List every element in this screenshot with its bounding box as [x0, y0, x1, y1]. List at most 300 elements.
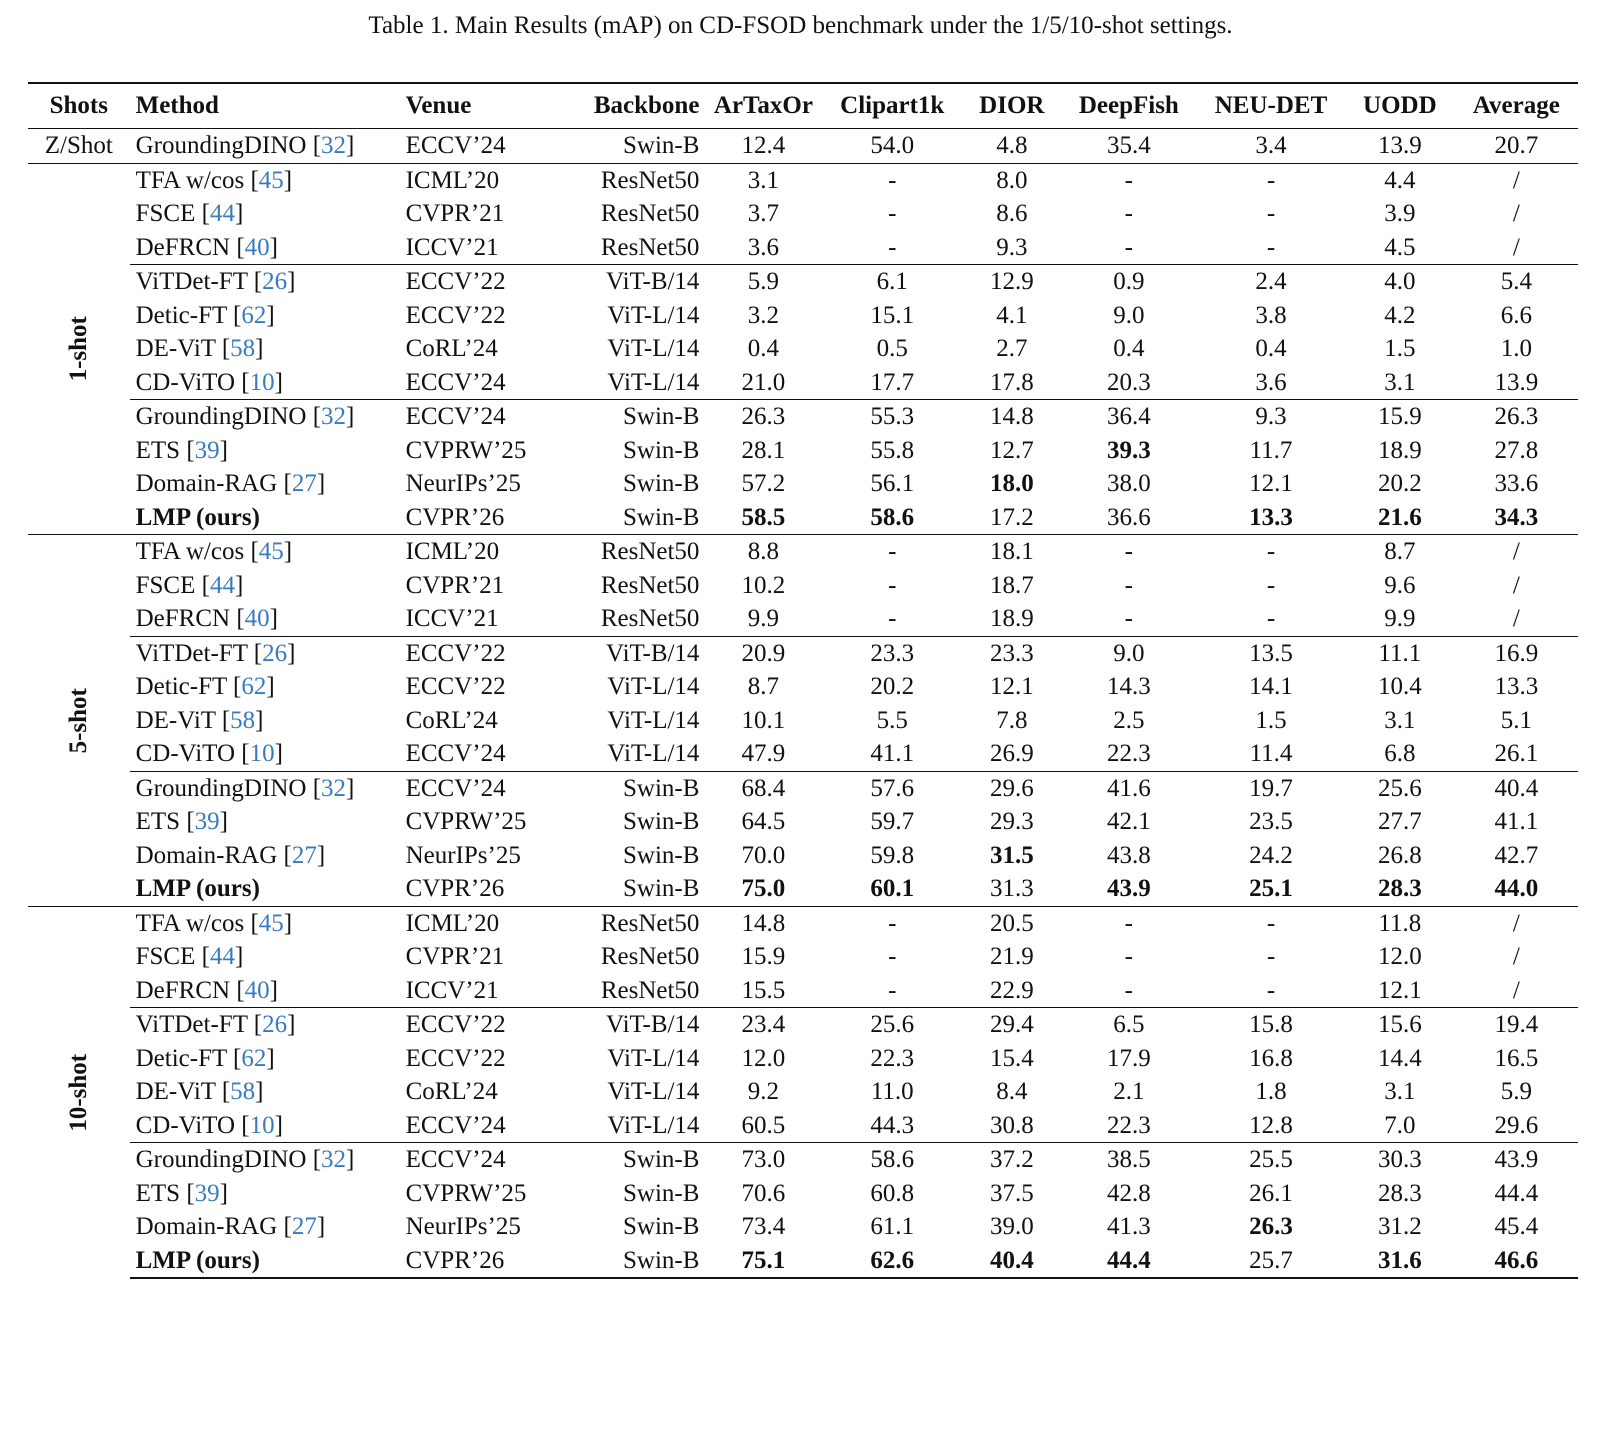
header-neu-det: NEU-DET — [1197, 83, 1345, 129]
method-name: ViTDet-FT — [135, 1011, 248, 1038]
value-cell: 14.4 — [1377, 1044, 1422, 1072]
method-name: TFA w/cos — [135, 538, 245, 565]
table-row — [28, 332, 1578, 366]
value-cell: 15.5 — [741, 976, 786, 1004]
venue-cell: ICML’20 — [400, 535, 559, 569]
value-cell: 18.0 — [989, 470, 1034, 497]
value-cell: 0.5 — [876, 335, 908, 362]
citation-link[interactable]: 44 — [209, 943, 235, 970]
value-cell: - — [1124, 976, 1133, 1004]
backbone-cell: ViT-L/14 — [607, 740, 700, 767]
value-cell: 5.9 — [1500, 1078, 1532, 1105]
venue-cell: ECCV’24 — [405, 740, 506, 767]
value-cell: 0.4 — [1113, 335, 1145, 362]
citation-link[interactable]: 62 — [241, 301, 267, 329]
citation-link[interactable]: 10 — [249, 740, 275, 767]
value-cell: / — [1455, 906, 1578, 940]
value-cell: 18.9 — [989, 605, 1034, 632]
method-cell: Domain-RAG [27] — [135, 470, 326, 497]
backbone-cell: ResNet50 — [600, 943, 700, 970]
value-cell: 5.4 — [1455, 265, 1578, 299]
header-average: Average — [1455, 83, 1578, 129]
value-cell: 5.1 — [1500, 706, 1532, 734]
value-cell: 20.2 — [870, 673, 915, 700]
method-cell: CD-ViTO [10] — [135, 1111, 283, 1139]
method-cell: Detic-FT [62] — [135, 301, 275, 329]
backbone-cell: Swin-B — [559, 771, 706, 805]
value-cell: 60.5 — [741, 1111, 786, 1139]
method-cell: TFA w/cos [45] — [130, 163, 400, 197]
value-cell: 1.5 — [1255, 706, 1287, 734]
value-cell: 31.2 — [1377, 1213, 1422, 1240]
value-cell: - — [1124, 200, 1133, 227]
value-cell: 15.8 — [1197, 1008, 1345, 1042]
method-name: GroundingDINO — [135, 403, 307, 430]
citation-link[interactable]: 39 — [194, 436, 220, 464]
table-row — [28, 163, 1578, 197]
venue-cell: ICML’20 — [400, 163, 559, 197]
value-cell: 2.1 — [1113, 1078, 1145, 1105]
citation-link[interactable]: 58 — [230, 335, 256, 362]
citation-link[interactable]: 32 — [321, 774, 347, 802]
method-name: CD-ViTO — [135, 368, 236, 396]
table-row — [28, 129, 1578, 164]
value-cell: 26.3 — [705, 400, 821, 434]
value-cell: 22.3 — [1106, 740, 1151, 767]
value-cell: 23.3 — [963, 636, 1061, 670]
value-cell: 62.6 — [821, 1244, 963, 1279]
table-row — [28, 1042, 1578, 1076]
method-cell: CD-ViTO [10] — [135, 368, 283, 396]
value-cell: 26.9 — [989, 740, 1034, 767]
method-name: CD-ViTO — [135, 740, 236, 767]
venue-cell: ICCV’21 — [405, 233, 499, 261]
value-cell: 3.4 — [1255, 132, 1287, 159]
method-name: FSCE — [135, 571, 196, 599]
results-table — [28, 82, 1578, 1279]
venue-cell: NeurIPs’25 — [405, 1213, 521, 1240]
header-uodd: UODD — [1345, 83, 1455, 129]
value-cell: 37.2 — [963, 1143, 1061, 1177]
backbone-cell: ResNet50 — [600, 605, 700, 632]
method-cell — [130, 872, 400, 906]
value-cell: 41.3 — [1106, 1213, 1151, 1240]
backbone-cell: Swin-B — [623, 841, 700, 869]
method-cell: ViTDet-FT [26] — [130, 1008, 400, 1042]
value-cell: 20.7 — [1494, 132, 1539, 159]
backbone-cell: Swin-B — [623, 503, 700, 531]
value-cell: - — [1266, 233, 1276, 261]
value-cell: 9.6 — [1384, 571, 1416, 599]
venue-cell: ECCV’24 — [405, 368, 506, 396]
value-cell: 73.0 — [705, 1143, 821, 1177]
backbone-cell: ResNet50 — [600, 976, 700, 1004]
table-row — [28, 400, 1578, 434]
value-cell: - — [888, 943, 897, 970]
value-cell: 4.8 — [996, 132, 1028, 159]
value-cell: 59.7 — [870, 808, 915, 835]
venue-cell: ECCV’22 — [400, 636, 559, 670]
value-cell: 4.5 — [1384, 233, 1416, 261]
value-cell: 42.1 — [1106, 808, 1151, 835]
citation-link[interactable]: 45 — [258, 166, 284, 194]
table-row — [28, 535, 1578, 569]
method-name: DE-ViT — [135, 335, 216, 362]
value-cell: 13.5 — [1197, 636, 1345, 670]
venue-cell: ICCV’21 — [405, 976, 499, 1004]
method-name: Domain-RAG — [135, 1213, 278, 1240]
value-cell: 38.0 — [1106, 470, 1151, 497]
method-name: Detic-FT — [135, 1044, 227, 1072]
citation-link[interactable]: 26 — [262, 1011, 288, 1038]
value-cell: / — [1455, 163, 1578, 197]
citation-link[interactable]: 44 — [209, 200, 235, 227]
shot-label-text: 1-shot — [65, 316, 93, 382]
value-cell: 14.3 — [1106, 673, 1151, 700]
value-cell: 31.5 — [989, 841, 1034, 869]
venue-cell: CVPRW’25 — [405, 1179, 527, 1207]
value-cell: 0.4 — [747, 335, 780, 362]
value-cell: / — [1512, 943, 1520, 970]
value-cell: 31.3 — [989, 875, 1034, 902]
value-cell: 1.5 — [1384, 335, 1416, 362]
value-cell: 42.8 — [1106, 1179, 1151, 1207]
value-cell: 59.8 — [870, 841, 915, 869]
citation-link[interactable]: 58 — [230, 1078, 256, 1105]
value-cell: 16.8 — [1249, 1044, 1293, 1072]
method-cell: GroundingDINO [32] — [130, 400, 400, 434]
shot-group-label — [28, 163, 130, 535]
value-cell: 9.0 — [1113, 301, 1145, 329]
value-cell: 29.4 — [963, 1008, 1061, 1042]
value-cell: 3.8 — [1255, 301, 1287, 329]
value-cell: 43.9 — [1455, 1143, 1578, 1177]
value-cell: 20.2 — [1377, 470, 1422, 497]
table-row — [28, 467, 1578, 501]
value-cell: 6.8 — [1384, 740, 1416, 767]
table-row — [28, 636, 1578, 670]
value-cell: - — [821, 163, 963, 197]
value-cell: 70.6 — [741, 1179, 786, 1207]
method-name: ETS — [135, 436, 181, 464]
citation-link[interactable]: 32 — [321, 1146, 347, 1173]
citation-link[interactable]: 27 — [291, 470, 317, 497]
table-row — [28, 1244, 1578, 1279]
citation-link[interactable]: 44 — [209, 571, 235, 599]
value-cell: 22.9 — [989, 976, 1034, 1004]
header-method: Method — [130, 83, 400, 129]
header-dior: DIOR — [963, 83, 1061, 129]
value-cell: 12.0 — [741, 1044, 786, 1072]
citation-link[interactable]: 27 — [291, 841, 317, 869]
value-cell: 41.6 — [1061, 771, 1198, 805]
value-cell: 15.6 — [1345, 1008, 1455, 1042]
value-cell: 2.4 — [1197, 265, 1345, 299]
method-name: ETS — [135, 808, 181, 835]
backbone-cell: ResNet50 — [559, 906, 706, 940]
table-caption: Table 1. Main Results (mAP) on CD-FSOD benchmark under the 1/5/10-shot settings. — [368, 12, 1233, 39]
backbone-cell: Swin-B — [559, 400, 706, 434]
method-cell: DeFRCN [40] — [135, 976, 278, 1004]
value-cell: 27.8 — [1494, 436, 1539, 464]
venue-cell: CVPR’21 — [405, 943, 505, 970]
value-cell: - — [1197, 163, 1345, 197]
value-cell: - — [1266, 976, 1276, 1004]
value-cell: 35.4 — [1106, 132, 1151, 159]
shot-group-label — [28, 906, 130, 1278]
method-name: Detic-FT — [135, 673, 227, 700]
value-cell: 26.3 — [1249, 1213, 1293, 1240]
table-row — [28, 974, 1578, 1008]
backbone-cell: ViT-B/14 — [559, 1008, 706, 1042]
method-cell: ETS [39] — [135, 1179, 228, 1207]
backbone-cell: ResNet50 — [600, 200, 700, 227]
citation-link[interactable]: 40 — [244, 233, 270, 261]
header-artaxor: ArTaxOr — [705, 83, 821, 129]
backbone-cell: ViT-B/14 — [559, 636, 706, 670]
citation-link[interactable]: 40 — [244, 605, 270, 632]
value-cell: 18.1 — [963, 535, 1061, 569]
value-cell: 21.0 — [741, 368, 786, 396]
value-cell: 8.7 — [747, 673, 780, 700]
venue-cell: ICCV’21 — [405, 605, 499, 632]
value-cell: 19.4 — [1455, 1008, 1578, 1042]
backbone-cell: Swin-B — [623, 470, 700, 497]
table-row — [28, 299, 1578, 333]
backbone-cell: ResNet50 — [600, 571, 700, 599]
table-row — [28, 366, 1578, 400]
value-cell: 6.1 — [821, 265, 963, 299]
value-cell: - — [1266, 200, 1276, 227]
venue-cell: ECCV’22 — [400, 265, 559, 299]
header-venue: Venue — [400, 83, 559, 129]
method-name: LMP (ours) — [135, 875, 260, 902]
method-name: LMP (ours) — [135, 1246, 260, 1274]
method-cell: ViTDet-FT [26] — [130, 265, 400, 299]
venue-cell: NeurIPs’25 — [405, 470, 521, 497]
citation-link[interactable]: 10 — [249, 1111, 275, 1139]
backbone-cell: Swin-B — [623, 1213, 700, 1240]
method-name: ViTDet-FT — [135, 639, 248, 667]
value-cell: 46.6 — [1455, 1244, 1578, 1279]
value-cell: 31.6 — [1345, 1244, 1455, 1279]
method-name: TFA w/cos — [135, 166, 245, 194]
value-cell: 23.4 — [705, 1008, 821, 1042]
table-row — [28, 771, 1578, 805]
value-cell: 73.4 — [741, 1213, 786, 1240]
backbone-cell: ResNet50 — [559, 535, 706, 569]
venue-cell: ECCV’22 — [405, 301, 506, 329]
venue-cell: CVPR’26 — [400, 1244, 559, 1279]
table-row — [28, 197, 1578, 231]
header-deepfish: DeepFish — [1061, 83, 1198, 129]
value-cell: 39.3 — [1106, 436, 1151, 464]
value-cell: 17.8 — [989, 368, 1034, 396]
value-cell: - — [888, 571, 897, 599]
value-cell: 23.5 — [1249, 808, 1293, 835]
value-cell: 25.5 — [1197, 1143, 1345, 1177]
shot-label-text: 10-shot — [65, 1053, 93, 1132]
value-cell: - — [1124, 605, 1133, 632]
method-cell: Domain-RAG [27] — [135, 841, 326, 869]
citation-link[interactable]: 62 — [241, 1044, 267, 1072]
citation-link[interactable]: 45 — [258, 909, 284, 937]
value-cell: 12.1 — [1249, 470, 1293, 497]
method-name: FSCE — [135, 200, 196, 227]
citation-link[interactable]: 58 — [230, 706, 256, 734]
value-cell: 11.4 — [1249, 740, 1293, 767]
venue-cell: ECCV’22 — [405, 673, 506, 700]
method-cell: TFA w/cos [45] — [130, 535, 400, 569]
venue-cell: ECCV’22 — [400, 1008, 559, 1042]
shot-label-text: 5-shot — [65, 687, 93, 753]
backbone-cell: ViT-L/14 — [607, 673, 700, 700]
citation-link[interactable]: 27 — [291, 1213, 317, 1240]
method-cell: GroundingDINO [32] — [135, 132, 355, 159]
value-cell: 12.0 — [1377, 943, 1422, 970]
citation-link[interactable]: 62 — [241, 673, 267, 700]
method-name: FSCE — [135, 943, 196, 970]
value-cell: 58.5 — [741, 503, 786, 531]
value-cell: / — [1512, 233, 1520, 261]
table-row — [28, 906, 1578, 940]
value-cell: 55.3 — [821, 400, 963, 434]
value-cell: 25.6 — [821, 1008, 963, 1042]
value-cell: 13.9 — [1494, 368, 1539, 396]
citation-link[interactable]: 40 — [244, 976, 270, 1004]
value-cell: 7.0 — [1384, 1111, 1416, 1139]
backbone-cell: Swin-B — [623, 436, 700, 464]
value-cell: 3.1 — [1384, 1078, 1416, 1105]
table-row — [28, 805, 1578, 839]
value-cell: 38.5 — [1061, 1143, 1198, 1177]
value-cell: 26.3 — [1455, 400, 1578, 434]
value-cell: 3.6 — [1255, 368, 1287, 396]
value-cell: 55.8 — [870, 436, 915, 464]
value-cell: 2.5 — [1113, 706, 1145, 734]
value-cell: 4.1 — [996, 301, 1028, 329]
table-row — [28, 839, 1578, 873]
value-cell: - — [1124, 571, 1133, 599]
citation-link[interactable]: 32 — [321, 132, 347, 159]
backbone-cell: ViT-L/14 — [607, 301, 700, 329]
backbone-cell: ViT-L/14 — [607, 368, 700, 396]
value-cell: / — [1512, 605, 1520, 632]
value-cell: 18.7 — [989, 571, 1034, 599]
value-cell: 13.9 — [1377, 132, 1422, 159]
citation-link[interactable]: 39 — [194, 808, 220, 835]
value-cell: 56.1 — [870, 470, 915, 497]
table-row — [28, 1109, 1578, 1143]
value-cell: - — [1124, 943, 1133, 970]
value-cell: 58.6 — [870, 503, 915, 531]
value-cell: 11.1 — [1345, 636, 1455, 670]
value-cell: 9.0 — [1061, 636, 1198, 670]
value-cell: 9.3 — [1197, 400, 1345, 434]
value-cell: - — [821, 535, 963, 569]
value-cell: 40.4 — [963, 1244, 1061, 1279]
venue-cell: CVPRW’25 — [405, 436, 527, 464]
value-cell: 19.7 — [1197, 771, 1345, 805]
value-cell: 24.2 — [1249, 841, 1293, 869]
value-cell: 15.9 — [741, 943, 786, 970]
method-cell: Detic-FT [62] — [135, 673, 275, 700]
value-cell: 11.8 — [1345, 906, 1455, 940]
value-cell: 8.0 — [963, 163, 1061, 197]
value-cell: 75.1 — [705, 1244, 821, 1279]
value-cell: 37.5 — [989, 1179, 1034, 1207]
value-cell: 13.3 — [1249, 503, 1293, 531]
value-cell: 12.4 — [741, 132, 786, 159]
value-cell: 42.7 — [1494, 841, 1539, 869]
value-cell: 44.4 — [1494, 1179, 1539, 1207]
value-cell: 26.1 — [1494, 740, 1539, 767]
citation-link[interactable]: 39 — [194, 1179, 220, 1207]
table-row — [28, 1210, 1578, 1244]
table-row — [28, 940, 1578, 974]
value-cell: - — [1266, 605, 1276, 632]
venue-cell: ECCV’24 — [400, 400, 559, 434]
value-cell: 58.6 — [821, 1143, 963, 1177]
method-name: GroundingDINO — [135, 774, 307, 802]
method-name: LMP (ours) — [135, 503, 260, 531]
venue-cell: CVPRW’25 — [405, 808, 527, 835]
value-cell: 9.9 — [747, 605, 780, 632]
value-cell: 57.2 — [741, 470, 786, 497]
value-cell: 9.2 — [747, 1078, 780, 1105]
venue-cell: CoRL’24 — [405, 335, 498, 362]
table-row — [28, 1075, 1578, 1109]
value-cell: 61.1 — [870, 1213, 915, 1240]
backbone-cell: ViT-L/14 — [607, 1044, 700, 1072]
table-body — [28, 129, 1578, 1279]
backbone-cell: ViT-L/14 — [607, 335, 700, 362]
value-cell: 54.0 — [870, 132, 915, 159]
table-row — [28, 737, 1578, 771]
venue-cell: ECCV’24 — [400, 771, 559, 805]
value-cell: 29.3 — [989, 808, 1034, 835]
value-cell: 10.2 — [741, 571, 786, 599]
citation-link[interactable]: 26 — [262, 268, 288, 295]
method-name: ETS — [135, 1179, 181, 1207]
backbone-cell: Swin-B — [623, 132, 700, 159]
method-name: DeFRCN — [135, 233, 231, 261]
value-cell: / — [1512, 976, 1520, 1004]
citation-link[interactable]: 32 — [321, 403, 347, 430]
method-name: GroundingDINO — [135, 1146, 307, 1173]
backbone-cell: ResNet50 — [559, 163, 706, 197]
method-cell: GroundingDINO [32] — [130, 771, 400, 805]
citation-link[interactable]: 26 — [262, 639, 288, 667]
venue-cell: CVPR’26 — [405, 503, 505, 531]
value-cell: 43.8 — [1106, 841, 1151, 869]
header-clipart1k: Clipart1k — [821, 83, 963, 129]
method-cell: GroundingDINO [32] — [130, 1143, 400, 1177]
venue-cell: CoRL’24 — [405, 1078, 498, 1105]
value-cell: - — [1266, 571, 1276, 599]
method-cell: FSCE [44] — [135, 200, 244, 227]
method-name: ViTDet-FT — [135, 268, 248, 295]
table-row — [28, 670, 1578, 704]
citation-link[interactable]: 10 — [249, 368, 275, 396]
value-cell: 3.1 — [705, 163, 821, 197]
citation-link[interactable]: 45 — [258, 538, 284, 565]
value-cell: 40.4 — [1455, 771, 1578, 805]
value-cell: 15.1 — [870, 301, 915, 329]
value-cell: / — [1512, 200, 1520, 227]
value-cell: 17.2 — [989, 503, 1034, 531]
table-row — [28, 1008, 1578, 1042]
